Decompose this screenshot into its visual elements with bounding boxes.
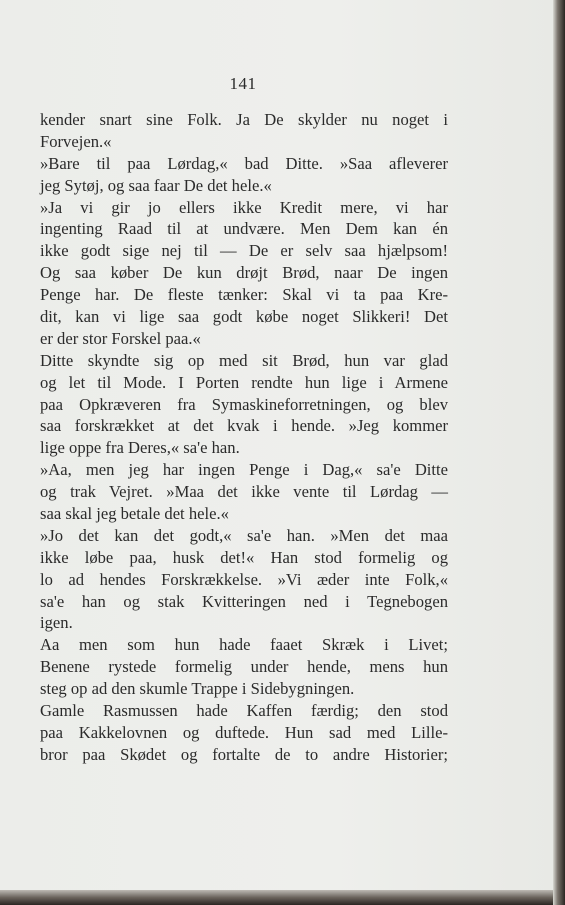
text-line: Og saa køber De kun drøjt Brød, naar De ingen bbox=[40, 263, 448, 283]
text-line: steg op ad den skumle Trappe i Sidebygningen. bbox=[40, 679, 355, 699]
text-line: og trak Vejret. »Maa det ikke vente til Lørdag — bbox=[40, 482, 448, 502]
text-line: lo ad hendes Forskrækkelse. »Vi æder inte Folk,« bbox=[40, 569, 448, 589]
text-line: kender snart sine Folk. Ja De skylder nu noget i bbox=[40, 110, 448, 129]
body-text bbox=[40, 109, 448, 766]
text-line: saa forskrækket at det kvak i hende. »Jeg kommer bbox=[40, 416, 448, 436]
text-line: er der stor Forskel paa.« bbox=[40, 328, 201, 348]
page-bottom-shadow bbox=[0, 890, 553, 905]
text-line: jeg Sytøj, og saa faar De det hele.« bbox=[40, 175, 272, 195]
text-line: Gamle Rasmussen hade Kaffen færdig; den stod bbox=[40, 701, 448, 721]
text-line: Benene rystede formelig under hende, mens hun bbox=[40, 657, 448, 677]
text-line: Ditte skyndte sig op med sit Brød, hun var glad bbox=[40, 350, 448, 370]
text-line: sa'e han og stak Kvitteringen ned i Tegnebogen bbox=[40, 591, 448, 611]
text-line: bror paa Skødet og fortalte de to andre Historier; bbox=[40, 744, 448, 764]
text-line: paa Kakkelovnen og duftede. Hun sad med Lille- bbox=[40, 722, 448, 742]
text-line: saa skal jeg betale det hele.« bbox=[40, 504, 229, 524]
text-line: »Aa, men jeg har ingen Penge i Dag,« sa'e Ditte bbox=[40, 460, 448, 480]
text-line: Penge har. De fleste tænker: Skal vi ta paa Kre- bbox=[40, 285, 448, 305]
text-line: ingenting Raad til at undvære. Men Dem kan én bbox=[40, 219, 448, 239]
text-line: »Ja vi gir jo ellers ikke Kredit mere, vi har bbox=[40, 197, 448, 217]
page-number: 141 bbox=[229, 74, 257, 93]
text-line: og let til Mode. I Porten rendte hun lige i Armene bbox=[40, 372, 448, 392]
text-line: »Jo det kan det godt,« sa'e han. »Men det maa bbox=[40, 525, 448, 545]
page-edge-shadow bbox=[553, 0, 565, 905]
text-line: dit, kan vi lige saa godt købe noget Slikkeri! Det bbox=[40, 307, 448, 327]
text-line: Forvejen.« bbox=[40, 131, 112, 151]
text-line: ikke løbe paa, husk det!« Han stod formelig og bbox=[40, 547, 448, 567]
text-line: paa Opkræveren fra Symaskineforretningen, og blev bbox=[40, 394, 448, 414]
text-line: ikke godt sige nej til — De er selv saa hjælpsom! bbox=[40, 241, 448, 261]
text-line: lige oppe fra Deres,« sa'e han. bbox=[40, 438, 240, 458]
text-line: igen. bbox=[40, 613, 73, 633]
text-line: Aa men som hun hade faaet Skræk i Livet; bbox=[40, 635, 448, 655]
text-line: »Bare til paa Lørdag,« bad Ditte. »Saa afleverer bbox=[40, 153, 448, 173]
